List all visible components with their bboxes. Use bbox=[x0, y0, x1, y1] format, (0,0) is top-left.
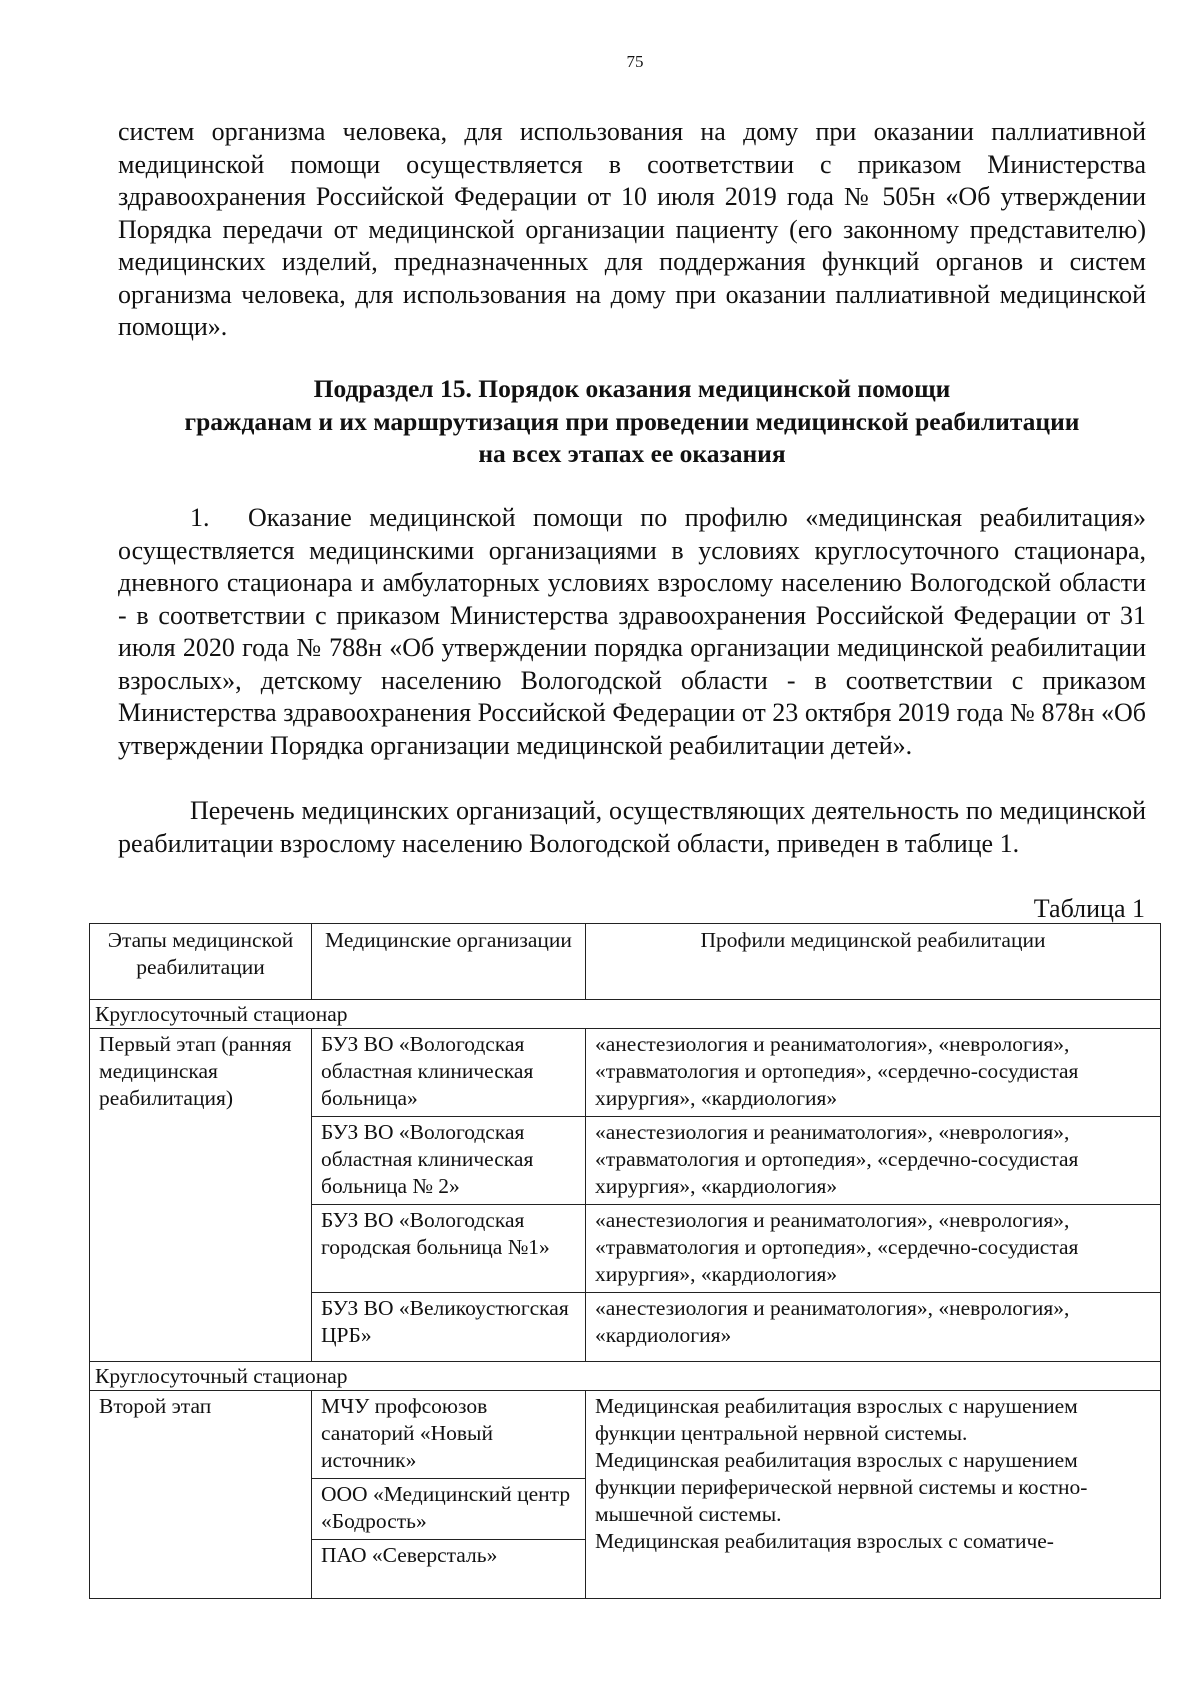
org-cell: БУЗ ВО «Вологодская городская больница №1» bbox=[312, 1205, 586, 1293]
section-row bbox=[90, 1362, 1161, 1391]
profiles-cell: «анестезиология и реаниматология», «неврология», «травматология и ортопедия», «сердечно-сосудистая хирургия», «кардиология» bbox=[586, 1205, 1161, 1293]
section-1-title: Круглосуточный стационар bbox=[90, 1000, 1161, 1029]
heading-line-2: гражданам и их маршрутизация при проведении медицинской реабилитации bbox=[184, 406, 1080, 436]
profile-item: Медицинская реабилитация взрослых с нарушением функции центральной нервной системы. bbox=[595, 1394, 1078, 1445]
org-cell: БУЗ ВО «Великоустюгская ЦРБ» bbox=[312, 1293, 586, 1362]
section-heading bbox=[118, 373, 1146, 471]
heading-line-1: Подраздел 15. Порядок оказания медицинской помощи bbox=[313, 374, 951, 403]
profiles-cell: «анестезиология и реаниматология», «неврология», «травматология и ортопедия», «сердечно-сосудистая хирургия», «кардиология» bbox=[586, 1029, 1161, 1117]
table-row bbox=[90, 1391, 1161, 1479]
table-caption: Таблица 1 bbox=[1033, 894, 1145, 923]
section-row bbox=[90, 1000, 1161, 1029]
profiles-cell bbox=[586, 1391, 1161, 1599]
header-orgs: Медицинские организации bbox=[312, 924, 586, 1000]
page-number: 75 bbox=[626, 52, 644, 71]
heading-line-3: на всех этапах ее оказания bbox=[478, 439, 786, 468]
table-header-row bbox=[90, 924, 1161, 1000]
header-profiles: Профили медицинской реабилитации bbox=[586, 924, 1161, 1000]
org-cell: БУЗ ВО «Вологодская областная клиническая больница № 2» bbox=[312, 1117, 586, 1205]
profiles-cell: «анестезиология и реаниматология», «неврология», «травматология и ортопедия», «сердечно-сосудистая хирургия», «кардиология» bbox=[586, 1117, 1161, 1205]
org-cell: БУЗ ВО «Вологодская областная клиническая больница» bbox=[312, 1029, 586, 1117]
table-row bbox=[90, 1029, 1161, 1117]
section-2-title: Круглосуточный стационар bbox=[90, 1362, 1161, 1391]
stage-cell: Второй этап bbox=[90, 1391, 312, 1599]
paragraph-1-text: Оказание медицинской помощи по профилю «медицинская реабилитация» осуществляется медицинскими организациями в условиях круглосуточного стационара, дневного стационара и амбулаторных условиях взрослому населению Вологодской области - в соответствии с приказом Министерства здравоохранения Российской Федерации от 31 июля 2020 года № 788н «Об утверждении порядка организации медицинской реабилитации взрослых», детскому населению Вологодской области - в соответствии с приказом Министерства здравоохранения Российской Федерации от 23 октября 2019 года № 878н «Об утверждении Порядка организации медицинской реабилитации детей». bbox=[118, 503, 1146, 760]
org-cell: МЧУ профсоюзов санаторий «Новый источник» bbox=[312, 1391, 586, 1479]
profiles-cell: «анестезиология и реаниматология», «неврология», «кардиология» bbox=[586, 1293, 1161, 1362]
org-cell: ООО «Медицинский центр «Бодрость» bbox=[312, 1479, 586, 1540]
paragraph-1 bbox=[118, 502, 1146, 762]
stage-cell: Первый этап (ранняя медицинская реабилитация) bbox=[90, 1029, 312, 1362]
header-stage: Этапы медицинской реабилитации bbox=[90, 924, 312, 1000]
org-cell: ПАО «Северсталь» bbox=[312, 1540, 586, 1599]
intro-paragraph: систем организма человека, для использования на дому при оказании паллиативной медицинской помощи осуществляется в соответствии с приказом Министерства здравоохранения Российской Федерации от 10 июля 2019 года № 505н «Об утверждении Порядка передачи от медицинской организации пациенту (его законному представителю) медицинских изделий, предназначенных для поддержания функций органов и систем организма человека, для использования на дому при оказании паллиативной медицинской помощи». bbox=[118, 117, 1146, 341]
rehab-table bbox=[89, 923, 1161, 1599]
paragraph-number: 1. bbox=[190, 503, 210, 532]
profile-item: Медицинская реабилитация взрослых с соматиче- bbox=[595, 1529, 1054, 1553]
paragraph-2: Перечень медицинских организаций, осуществляющих деятельность по медицинской реабилитации взрослому населению Вологодской области, приведен в таблице 1. bbox=[118, 796, 1146, 858]
profile-item: Медицинская реабилитация взрослых с нарушением функции периферической нервной системы и костно-мышечной системы. bbox=[595, 1448, 1088, 1526]
